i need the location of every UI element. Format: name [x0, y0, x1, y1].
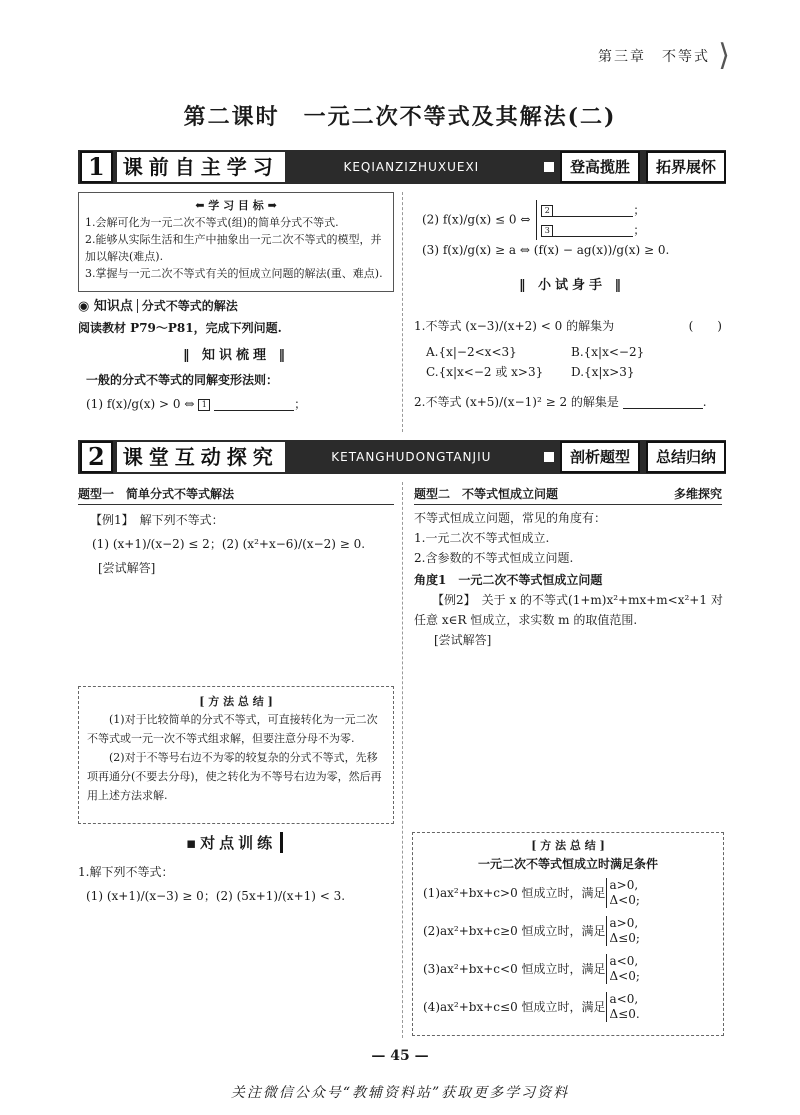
banner-number: 1	[80, 151, 113, 183]
angle1-heading: 角度1 一元二次不等式恒成立问题	[414, 573, 603, 587]
method-title: [ 方 法 总 结 ]	[531, 839, 605, 852]
knowledge-badge: ◉ 知识点	[78, 299, 133, 314]
square-icon	[544, 452, 554, 462]
banner-pinyin: KEQIANZIZHUXUEXI	[343, 160, 480, 174]
banner-tag: 拓界展怀	[646, 151, 726, 183]
try-answer-label: [尝试解答]	[98, 561, 156, 575]
angle-item: 1.一元二次不等式恒成立.	[414, 531, 550, 545]
example2: 【例2】 关于 x 的不等式(1+m)x²+mx+m<x²+1 对任意 x∈R 恒成立，求实数 m 的取值范围.	[414, 593, 723, 627]
banner-pinyin: KETANGHUDONGTANJIU	[331, 450, 492, 464]
banner-tag: 登高揽胜	[560, 151, 640, 183]
multi-dimension-label: 多维探究	[673, 487, 722, 501]
try-answer-label: [尝试解答]	[434, 633, 492, 647]
goal-item: 2.能够从实际生活和生产中抽象出一元二次不等式的模型，并加以解决(难点).	[85, 233, 382, 263]
condition-row: (3)ax²+bx+c<0 恒成立时，满足 a<0, Δ<0;	[423, 954, 640, 983]
method-box-title: 一元二次不等式恒成立时满足条件	[477, 857, 658, 871]
type2-heading: 题型二 不等式恒成立问题 多维探究	[414, 484, 722, 505]
condition-row: (4)ax²+bx+c≤0 恒成立时，满足 a<0, Δ≤0.	[423, 992, 640, 1021]
rule-item-1: (1) f(x)/g(x) > 0 ⇔ 1 ；	[86, 397, 307, 411]
answer-box: 2	[541, 205, 553, 217]
goal-item: 3.掌握与一元二次不等式有关的恒成立问题的解法(重、难点).	[85, 267, 383, 280]
type1-heading: 题型一 简单分式不等式解法	[78, 484, 394, 505]
option-b: B.{x|x<−2}	[571, 345, 645, 359]
rule-item-2: (2) f(x)/g(x) ≤ 0 ⇔ 2 ； 3 ；	[422, 200, 722, 240]
quiz-question-1: 1.不等式 (x−3)/(x+2) < 0 的解集为 ( )	[414, 319, 722, 333]
option-d: D.{x|x>3}	[571, 365, 635, 379]
condition-row: (2)ax²+bx+c≥0 恒成立时，满足 a>0, Δ≤0;	[423, 916, 640, 945]
square-icon	[544, 162, 554, 172]
column-divider	[402, 482, 403, 1038]
section-subtitle: ‖ 知识梳理 ‖	[182, 348, 290, 363]
answer-blank	[623, 396, 703, 409]
example1-body: (1) (x+1)/(x−2) ≤ 2；(2) (x²+x−6)/(x−2) ≥ 0.	[92, 537, 366, 551]
footer-note: 关注微信公众号“教辅资料站”获取更多学习资料	[230, 1085, 570, 1101]
quiz-subtitle: ‖ 小试身手 ‖	[518, 278, 626, 293]
method-summary-box	[78, 686, 394, 824]
answer-blank	[553, 204, 633, 217]
option-a: A.{x|−2<x<3}	[426, 345, 517, 359]
method-paragraph: (2)对于不等号右边不为零的较复杂的分式不等式，先移项再通分(不要去分母)，使之转化为不等号右边为零，然后再用上述方法求解.	[87, 751, 382, 802]
quiz-options	[426, 342, 716, 382]
method-title: [ 方 法 总 结 ]	[199, 695, 273, 708]
learning-goals-box	[78, 192, 394, 292]
type2-intro: 不等式恒成立问题，常见的角度有：	[414, 511, 607, 525]
lesson-title: 第二课时 一元二次不等式及其解法(二)	[183, 104, 617, 130]
banner-label: 课堂互动探究	[117, 442, 285, 472]
drill-title: ▪对点训练	[186, 832, 283, 853]
answer-blank	[214, 398, 294, 411]
rule-text: 一般的分式不等式的同解变形法则：	[86, 373, 279, 387]
condition-row: (1)ax²+bx+c>0 恒成立时，满足 a>0, Δ<0;	[423, 878, 640, 907]
banner-number: 2	[80, 441, 113, 473]
chapter-label: 第三章 不等式	[598, 49, 710, 65]
drill-question: 1.解下列不等式：	[78, 865, 174, 879]
goal-item: 1.会解可化为一元二次不等式(组)的简单分式不等式.	[85, 216, 339, 229]
section-banner-2	[78, 440, 726, 474]
banner-tag: 剖析题型	[560, 441, 640, 473]
answer-box: 1	[198, 399, 210, 411]
goals-title: ⬅ 学 习 目 标 ➡	[195, 199, 277, 212]
angle-item: 2.含参数的不等式恒成立问题.	[414, 551, 574, 565]
page-number: — 45 —	[371, 1048, 429, 1064]
method-summary-box-2	[412, 832, 724, 1036]
chapter-bracket-decoration: ⟩	[718, 38, 730, 73]
reading-instruction: 阅读教材 P79～P81，完成下列问题.	[78, 321, 282, 335]
drill-body: (1) (x+1)/(x−3) ≥ 0；(2) (5x+1)/(x+1) < 3.	[86, 889, 346, 903]
quiz-question-2: 2.不等式 (x+5)/(x−1)² ≥ 2 的解集是 .	[414, 395, 707, 409]
knowledge-topic: 分式不等式的解法	[137, 299, 238, 313]
answer-box: 3	[541, 225, 553, 237]
answer-blank	[553, 224, 633, 237]
knowledge-point	[78, 296, 394, 317]
column-divider	[402, 192, 403, 432]
rule-item-3: (3) f(x)/g(x) ≥ a ⇔ (f(x) − ag(x))/g(x) ≥ 0.	[422, 243, 670, 257]
method-paragraph: (1)对于比较简单的分式不等式，可直接转化为一元二次不等式或一元一次不等式组求解，但要注意分母不为零.	[87, 713, 378, 745]
banner-tag: 总结归纳	[646, 441, 726, 473]
example1: 【例1】 解下列不等式：	[90, 513, 224, 527]
option-c: C.{x|x<−2 或 x>3}	[426, 365, 544, 379]
banner-label: 课前自主学习	[117, 152, 285, 182]
section-banner-1	[78, 150, 726, 184]
